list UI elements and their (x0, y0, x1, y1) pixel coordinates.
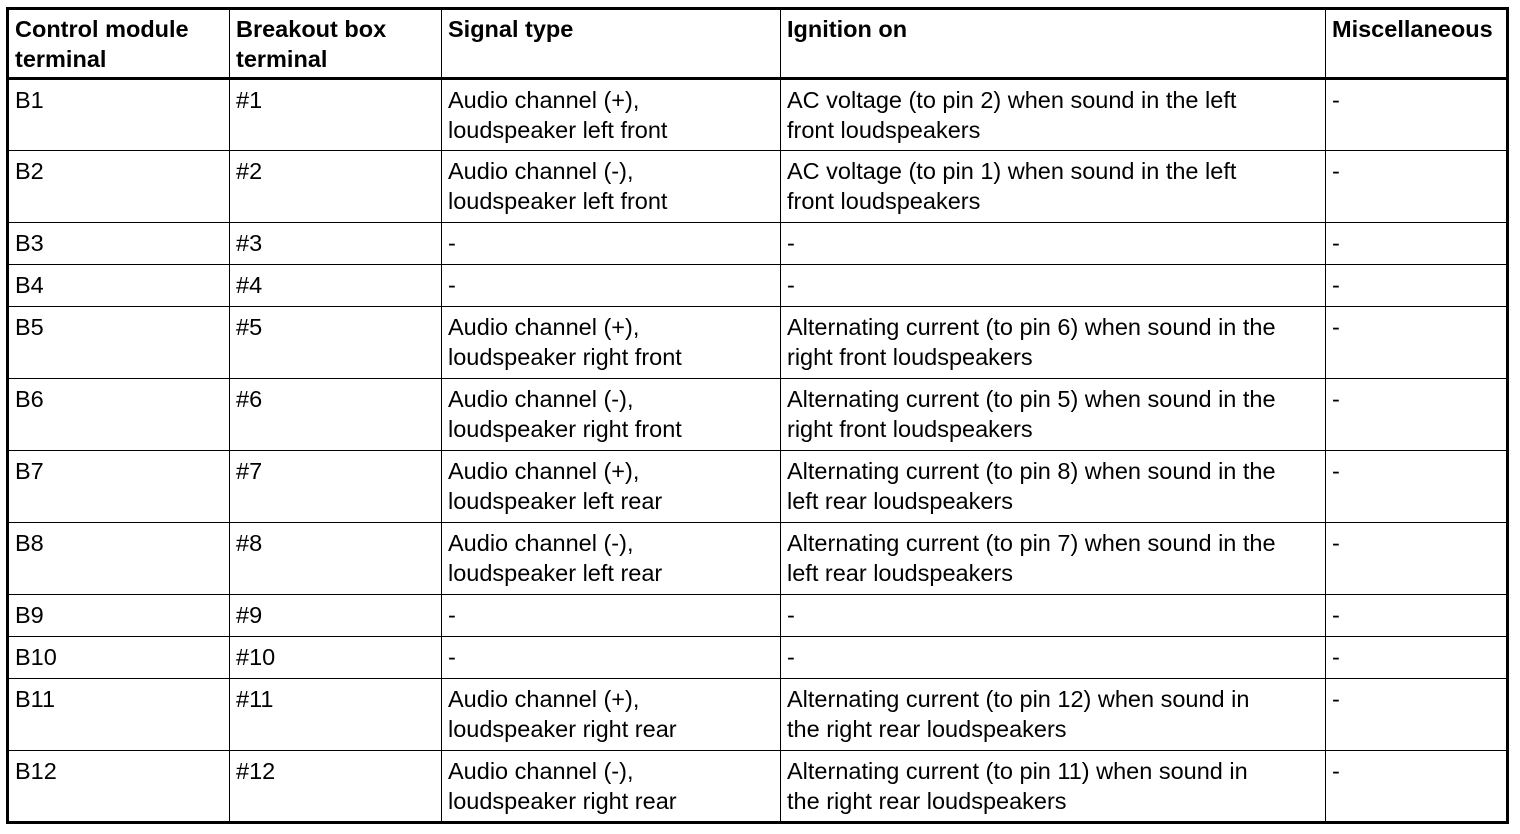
table-row (8, 595, 1508, 637)
cell-ignition-on-line: Alternating current (to pin 6) when sound in the (787, 314, 1276, 340)
cell-ignition-on-line: Alternating current (to pin 12) when sound in (787, 686, 1250, 712)
header-control-module-terminal (8, 9, 230, 79)
cell-ignition-on (781, 751, 1326, 823)
cell-ignition-on-line: left rear loudspeakers (787, 488, 1013, 514)
cell-breakout-box-terminal: #5 (230, 307, 442, 379)
cell-ignition-on-line: Alternating current (to pin 5) when sound in the (787, 386, 1276, 412)
cell-ignition-on-line: the right rear loudspeakers (787, 716, 1067, 742)
cell-signal-type-line: loudspeaker left rear (448, 560, 663, 586)
cell-breakout-box-terminal: #9 (230, 595, 442, 637)
header-control-module-terminal-line2: terminal (15, 46, 107, 72)
header-signal-type-label: Signal type (448, 16, 574, 42)
cell-miscellaneous: - (1326, 265, 1508, 307)
cell-ignition-on-line: - (787, 602, 795, 628)
table-row (8, 223, 1508, 265)
header-miscellaneous-label: Miscellaneous (1332, 16, 1493, 42)
cell-control-module-terminal: B9 (8, 595, 230, 637)
cell-signal-type-line: - (448, 602, 456, 628)
cell-signal-type-line: loudspeaker left rear (448, 488, 663, 514)
cell-miscellaneous: - (1326, 595, 1508, 637)
header-breakout-box-terminal (230, 9, 442, 79)
cell-signal-type (442, 595, 781, 637)
cell-miscellaneous: - (1326, 751, 1508, 823)
cell-signal-type-line: loudspeaker right front (448, 416, 682, 442)
cell-signal-type-line: Audio channel (+), (448, 686, 640, 712)
cell-miscellaneous: - (1326, 151, 1508, 223)
cell-ignition-on (781, 265, 1326, 307)
cell-ignition-on (781, 79, 1326, 151)
cell-miscellaneous: - (1326, 523, 1508, 595)
header-ignition-on (781, 9, 1326, 79)
cell-ignition-on-line: - (787, 230, 795, 256)
cell-miscellaneous: - (1326, 307, 1508, 379)
cell-signal-type (442, 451, 781, 523)
table-row (8, 307, 1508, 379)
cell-signal-type-line: - (448, 644, 456, 670)
cell-signal-type-line: Audio channel (+), (448, 87, 640, 113)
table-row (8, 679, 1508, 751)
header-control-module-terminal-line1: Control module (15, 16, 189, 42)
cell-miscellaneous: - (1326, 79, 1508, 151)
cell-miscellaneous: - (1326, 451, 1508, 523)
cell-signal-type-line: loudspeaker right rear (448, 788, 677, 814)
cell-breakout-box-terminal: #10 (230, 637, 442, 679)
cell-ignition-on-line: AC voltage (to pin 2) when sound in the left (787, 87, 1237, 113)
cell-signal-type (442, 679, 781, 751)
table-row (8, 451, 1508, 523)
cell-signal-type-line: loudspeaker left front (448, 188, 668, 214)
cell-miscellaneous: - (1326, 637, 1508, 679)
cell-miscellaneous: - (1326, 679, 1508, 751)
cell-ignition-on (781, 223, 1326, 265)
cell-control-module-terminal: B10 (8, 637, 230, 679)
cell-control-module-terminal: B12 (8, 751, 230, 823)
cell-ignition-on (781, 151, 1326, 223)
cell-breakout-box-terminal: #6 (230, 379, 442, 451)
cell-breakout-box-terminal: #1 (230, 79, 442, 151)
cell-control-module-terminal: B3 (8, 223, 230, 265)
cell-signal-type-line: Audio channel (+), (448, 458, 640, 484)
table-row (8, 637, 1508, 679)
table-row (8, 79, 1508, 151)
cell-breakout-box-terminal: #12 (230, 751, 442, 823)
cell-ignition-on-line: front loudspeakers (787, 117, 981, 143)
cell-control-module-terminal: B11 (8, 679, 230, 751)
cell-ignition-on (781, 307, 1326, 379)
cell-breakout-box-terminal: #3 (230, 223, 442, 265)
table-body (8, 79, 1508, 823)
cell-breakout-box-terminal: #8 (230, 523, 442, 595)
cell-breakout-box-terminal: #4 (230, 265, 442, 307)
cell-signal-type (442, 307, 781, 379)
table-row (8, 523, 1508, 595)
cell-ignition-on-line: left rear loudspeakers (787, 560, 1013, 586)
cell-ignition-on-line: right front loudspeakers (787, 344, 1033, 370)
cell-control-module-terminal: B7 (8, 451, 230, 523)
cell-breakout-box-terminal: #2 (230, 151, 442, 223)
cell-signal-type-line: Audio channel (-), (448, 530, 634, 556)
cell-signal-type-line: loudspeaker right rear (448, 716, 677, 742)
table-row (8, 151, 1508, 223)
cell-ignition-on (781, 595, 1326, 637)
cell-signal-type-line: Audio channel (+), (448, 314, 640, 340)
cell-ignition-on-line: AC voltage (to pin 1) when sound in the left (787, 158, 1237, 184)
cell-ignition-on (781, 637, 1326, 679)
cell-signal-type-line: Audio channel (-), (448, 758, 634, 784)
cell-signal-type-line: - (448, 230, 456, 256)
cell-signal-type (442, 79, 781, 151)
cell-ignition-on-line: - (787, 644, 795, 670)
cell-miscellaneous: - (1326, 223, 1508, 265)
cell-signal-type-line: Audio channel (-), (448, 386, 634, 412)
cell-signal-type-line: loudspeaker right front (448, 344, 682, 370)
cell-breakout-box-terminal: #7 (230, 451, 442, 523)
cell-miscellaneous: - (1326, 379, 1508, 451)
header-miscellaneous (1326, 9, 1508, 79)
cell-ignition-on (781, 451, 1326, 523)
cell-signal-type-line: Audio channel (-), (448, 158, 634, 184)
header-breakout-box-terminal-line2: terminal (236, 46, 328, 72)
cell-ignition-on-line: Alternating current (to pin 11) when sound in (787, 758, 1248, 784)
cell-control-module-terminal: B4 (8, 265, 230, 307)
cell-control-module-terminal: B1 (8, 79, 230, 151)
cell-breakout-box-terminal: #11 (230, 679, 442, 751)
cell-ignition-on-line: Alternating current (to pin 7) when sound in the (787, 530, 1276, 556)
table-row (8, 265, 1508, 307)
cell-ignition-on-line: Alternating current (to pin 8) when sound in the (787, 458, 1276, 484)
cell-signal-type (442, 223, 781, 265)
cell-ignition-on-line: right front loudspeakers (787, 416, 1033, 442)
header-signal-type (442, 9, 781, 79)
cell-signal-type (442, 523, 781, 595)
cell-control-module-terminal: B8 (8, 523, 230, 595)
cell-control-module-terminal: B2 (8, 151, 230, 223)
terminal-table (6, 7, 1509, 824)
cell-ignition-on-line: - (787, 272, 795, 298)
table-row (8, 379, 1508, 451)
cell-signal-type (442, 751, 781, 823)
table-row (8, 751, 1508, 823)
table-header-row (8, 9, 1508, 79)
header-ignition-on-label: Ignition on (787, 16, 908, 42)
cell-control-module-terminal: B5 (8, 307, 230, 379)
cell-signal-type-line: loudspeaker left front (448, 117, 668, 143)
cell-ignition-on-line: the right rear loudspeakers (787, 788, 1067, 814)
cell-signal-type (442, 379, 781, 451)
cell-ignition-on-line: front loudspeakers (787, 188, 981, 214)
cell-signal-type-line: - (448, 272, 456, 298)
cell-signal-type (442, 151, 781, 223)
cell-control-module-terminal: B6 (8, 379, 230, 451)
cell-signal-type (442, 265, 781, 307)
cell-ignition-on (781, 379, 1326, 451)
cell-ignition-on (781, 679, 1326, 751)
header-breakout-box-terminal-line1: Breakout box (236, 16, 387, 42)
cell-signal-type (442, 637, 781, 679)
cell-ignition-on (781, 523, 1326, 595)
